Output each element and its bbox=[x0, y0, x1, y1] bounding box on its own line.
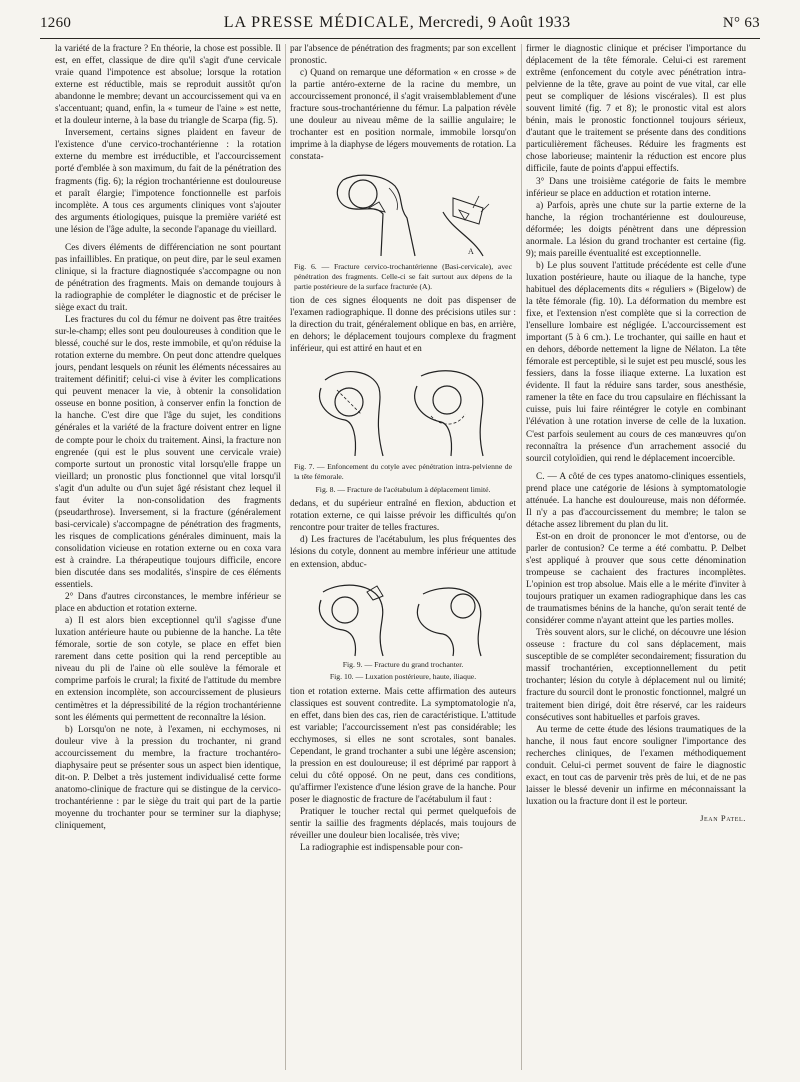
paragraph: b) Le plus souvent l'attitude précédente est celle d'une luxation postérieure, haute ou iliaque de la hanche, type habituel des déplacements dits « réguliers » (Bigelow) de la tête fémorale (fig. 10). La déformation du membre est fixe, et l'extension n'est complète que si la correction de l'ensellure lombaire est négligée. L'accourcissement est important (5 à 6 cm.). Le trochanter, qui saille en haut et en dehors, déborde nettement la ligne de Nélaton. La tête fémorale est perceptible, si le sujet est peu musclé, sous les fessiers, dans la fosse iliaque externe. La luxation est évidente. Il faut la réduire sans tarder, sous anesthésie, ramener la tête en face du trou capsulaire en fléchissant la cuisse, puis lui faire réintégrer le cotyle en combinant l'élévation à une rotation inverse de celle de la luxation. C'est parfois seulement au cours de ces manœuvres qu'on reconnaîtra la présence d'un arrachement associé du sourcil cotyloïdien, qui rend le déplacement incoercible. bbox=[526, 260, 746, 464]
figure-6-caption: Fig. 6. — Fracture cervico-trochantérienne (Basi-cervicale), avec pénétration des fragments. Celle-ci se fait surtout aux dépens de la partie postérieure de la surface fracturée (A). bbox=[294, 262, 512, 291]
column-1 bbox=[55, 43, 281, 1073]
paragraph: Est-on en droit de prononcer le mot d'entorse, ou de parler de contusion? Ce terme a été combattu. P. Delbet s'est appliqué à prouver que sous cette dénomination trompeuse se cachaient des fractures incomplètes. L'opinion est trop absolue. Mais elle a le mérite d'inviter à toujours pratiquer un examen radiographique dans les cas de traumatismes bénins de la hanche, qu'on serait tenté de considérer comme n'ayant atteint que les parties molles. bbox=[526, 531, 746, 627]
page-number: 1260 bbox=[40, 15, 72, 31]
figure-9-10 bbox=[290, 576, 516, 682]
paragraph: Ces divers éléments de différenciation ne sont pourtant pas infaillibles. En pratique, on peut dire, par le seul examen clinique, si la fracture diagnostiquée s'accompagne ou non de pénétration des fragments. Mais on demande toujours à la radiographie de compléter le diagnostic et de préciser le siège exact du trait. bbox=[55, 242, 281, 313]
author-signature: Jean Patel. bbox=[700, 812, 746, 823]
paragraph: C. — A côté de ces types anatomo-cliniques essentiels, prend place une catégorie de lésions à symptomatologie atténuée. La hanche est douloureuse, mais non déformée. Il n'y a pas d'accourcissement du membre; le talon se détache assez librement du plan du lit. bbox=[526, 471, 746, 530]
issue-number: N° 63 bbox=[722, 15, 760, 31]
figure-7-caption: Fig. 7. — Enfoncement du cotyle avec pénétration intra-pelvienne de la tête fémorale. bbox=[294, 462, 512, 482]
paragraph: Inversement, certains signes plaident en faveur de l'existence d'une cervico-trochantérienne : la rotation externe du membre est irréductible, et l'accourcissement porté d'emblée à son maximum, du fait de la pénétration des fragments (fig. 6); la région trochantérienne est douloureuse et paraît élargie; l'impotence fonctionnelle est parfois incomplète. A tous ces arguments cliniques vont s'ajouter des arguments étiologiques, puisque la première variété est une lésion de l'âge adulte, la seconde l'apanage du vieillard. bbox=[55, 128, 281, 235]
column-2 bbox=[290, 43, 516, 1073]
paragraph: a) Parfois, après une chute sur la partie externe de la hanche, la région trochantérienne est douloureuse, déformée; les doigts pénètrent dans une dépression anormale. La lésion du grand trochanter est certaine (fig. 9); mais pareille éventualité est exceptionnelle. bbox=[526, 200, 746, 259]
column-3 bbox=[526, 43, 746, 1073]
figure-8-caption: Fig. 8. — Fracture de l'acétabulum à déplacement limité. bbox=[315, 484, 491, 494]
issue-date: Mercredi, 9 Août 1933 bbox=[418, 14, 571, 31]
paragraph: Très souvent alors, sur le cliché, on découvre une lésion osseuse : fracture du col sans déplacement, mais susceptible de se compléter secondairement; fissuration du massif trochantérien, exceptionnellement du petit trochanter; lésion du cotyle à déplacement nul ou limité; fracture du sourcil dont le pronostic fonctionnel, malgré un traitement bien dirigé, doit être réservé, car les raideurs consécutives sont habituelles et parfois graves. bbox=[526, 628, 746, 723]
paragraph: la variété de la fracture ? En théorie, la chose est possible. Il est, en effet, classique de dire qu'il s'agit d'une cervicale vraie quand l'impotence est absolue; lorsque la rotation externe est réductible, mais se reproduit aussitôt qu'on abandonne le membre; devant un accourcissement qui va en s'accentuant; quand, enfin, la « tumeur de l'aine » est nette, et la douleur interne, à la base du triangle de Scarpa (fig. 5). bbox=[55, 44, 281, 127]
header-rule bbox=[40, 38, 760, 39]
paragraph: tion de ces signes éloquents ne doit pas dispenser de l'examen radiographique. Il donne des précisions utiles sur : la direction du trait, généralement oblique en bas, en arrière, en dehors; le déplacement toujours complexe du fragment inférieur, qui est attiré en haut et en bbox=[290, 296, 516, 355]
paragraph: b) Lorsqu'on ne note, à l'examen, ni ecchymoses, ni douleur vive à la pression du trochanter, ni grand accourcissement du membre, la fracture trochantéro-diaphysaire peut se présenter sous un aspect bien identique, dit-on. P. Delbet a très justement individualisé cette forme anatomo-clinique de fracture qui se distingue de la cervico-trochantérienne : par le siège du trait qui part de la partie moyenne du trochanter pour se terminer sur la diaphyse; cliniquement, bbox=[55, 724, 281, 831]
paragraph: Pratiquer le toucher rectal qui permet quelquefois de sentir la saillie des fragments déplacés, mais toujours de réveiller une douleur bien localisée, très vive; bbox=[290, 807, 516, 842]
paragraph: tion et rotation externe. Mais cette affirmation des auteurs classiques est souvent contredite. La symptomatologie n'a, en effet, dans bien des cas, rien de caractéristique. L'attitude est variable; l'accourcissement n'est pas considérable; les ecchymoses, si elles ne sont scrotales, sont banales. Cependant, le grand trochanter a subi une légère ascension; la pression en est douloureuse; il est déprimé par rapport à celui du côté opposé. On ne peut, dans ces conditions, qu'affirmer l'existence d'une lésion grave de la hanche. Pour poser le diagnostic de fracture de l'acétabulum il faut : bbox=[290, 686, 516, 806]
paragraph: d) Les fractures de l'acétabulum, les plus fréquentes des lésions du cotyle, donnent au membre inférieur une attitude en extension, abduc- bbox=[290, 535, 516, 570]
paragraph: par l'absence de pénétration des fragments; par son excellent pronostic. bbox=[290, 44, 516, 67]
column-divider bbox=[285, 44, 286, 1070]
paragraph: Les fractures du col du fémur ne doivent pas être traitées sur-le-champ; elles sont peu douloureuses à condition que le blessé, couché sur le dos, reste immobile, et qu'on réduise la rotation externe du membre. On peut donc attendre quelques jours, pendant lesquels on réunit les éléments nécessaires au traitement définitif; celui-ci vise à éviter les complications qui peuvent menacer la vie, à obtenir la consolidation osseuse en bonne position, à conserver enfin la fonction de la hanche. C'est dire que l'âge du sujet, les conditions générales et la variété de la fracture doivent entrer en ligne de compte pour le choix du traitement. Ainsi, la fracture non engrenée (qui est le plus souvent une cervicale vraie) comporte surtout un pronostic vital lorsqu'elle frappe un vieillard; un pronostic plus fonctionnel que vital lorsqu'il s'agit d'un adulte ou d'un sujet âgé résistant chez lequel il faut éviter la non-consolidation des fragments (pseudarthrose). Inversement, si la fracture (généralement basi-cervicale) s'accompagne de pénétration des fragments, les risques de complications générales diminuent, mais la consolidation vicieuse en rotation externe ou en coxa vara est à craindre. La thérapeutique toujours difficile, encore bien discutée dans ses modalités, s'inspire de ces éléments essentiels. bbox=[55, 315, 281, 591]
paragraph: 3° Dans une troisième catégorie de faits le membre inférieur se place en adduction et rotation interne. bbox=[526, 176, 746, 199]
paragraph: dedans, et du supérieur entraîné en flexion, abduction et rotation externe, ce qui laisse prévoir les difficultés qu'on rencontre pour traiter de telles fractures. bbox=[290, 499, 516, 534]
paragraph: firmer le diagnostic clinique et préciser l'importance du déplacement de la tête fémorale. Celui-ci est rarement extrême (enfoncement du cotyle avec pénétration intra-pelvienne de la tête, grave au point de vue vital, car elle peut se compliquer de lésions viscérales). Il est plus souvent limité (fig. 7 et 8); le pronostic vital est alors bénin, mais le pronostic fonctionnel toujours sérieux, d'autant que le traitement se présente dans des conditions particulièrement fâcheuses. Réduire les fragments est chose laborieuse; maintenir la réduction est encore plus difficile, faute de points d'appui effectifs. bbox=[526, 44, 746, 175]
figure-9-caption: Fig. 9. — Fracture du grand trochanter. bbox=[342, 659, 464, 669]
column-divider bbox=[521, 44, 522, 1070]
figure-7-8 bbox=[290, 360, 516, 494]
figure-6 bbox=[290, 168, 516, 291]
paragraph: a) Il est alors bien exceptionnel qu'il s'agisse d'une luxation antérieure haute ou pubienne de la hanche. La tête fémorale, sortie de son cotyle, se place en effet bien rarement dans cette position qui la rend perceptible au niveau du pli de l'aine où elle soulève la fémorale et comprime parfois le crural; la fixité de l'attitude du membre en extension incomplète, son accourcissement de plusieurs centimètres et la dépressibilité de la région trochantérienne sont les éléments qui permettent de reconnaître la lésion. bbox=[55, 616, 281, 723]
figure-9-10-drawing bbox=[303, 576, 503, 658]
figure-7-8-drawing bbox=[303, 360, 503, 460]
paragraph: 2° Dans d'autres circonstances, le membre inférieur se place en abduction et rotation externe. bbox=[55, 592, 281, 615]
journal-masthead: LA PRESSE MÉDICALE, Mercredi, 9 Août 1933 bbox=[223, 14, 571, 31]
paragraph: c) Quand on remarque une déformation « en crosse » de la partie antéro-externe de la racine du membre, un accourcissement prononcé, il s'agit vraisemblablement d'une fracture sous-trochantérienne du fémur. La palpation révèle une douleur au niveau même de la saillie angulaire; le trochanter est en position normale, immobile lorsqu'on imprime à la diaphyse de légers mouvements de rotation. La constata- bbox=[290, 68, 516, 163]
page-header bbox=[40, 14, 760, 36]
paragraph: Au terme de cette étude des lésions traumatiques de la hanche, il nous faut encore souligner l'importance des recherches cliniques, de l'examen méthodiquement conduit. Celui-ci permet souvent de faire le diagnostic exact, en tout cas de parvenir très près de lui, et de ne pas laisser le blessé devenir un infirme en méconnaissant la luxation ou la fracture dont il est le porteur. bbox=[526, 724, 746, 807]
figure-6-drawing bbox=[303, 168, 503, 260]
figure-10-caption: Fig. 10. — Luxation postérieure, haute, iliaque. bbox=[329, 672, 477, 682]
paragraph: La radiographie est indispensable pour con- bbox=[300, 843, 463, 854]
figure-6-label-a: A bbox=[468, 247, 474, 257]
journal-title: LA PRESSE MÉDICALE bbox=[223, 14, 410, 31]
